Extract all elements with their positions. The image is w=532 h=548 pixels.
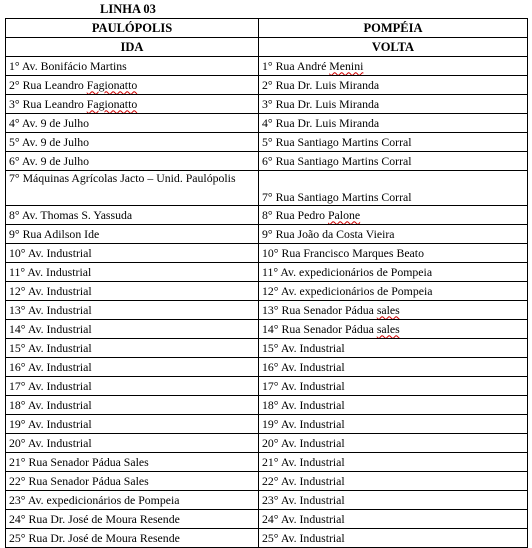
stop-text: 19° Av. Industrial xyxy=(262,416,345,431)
stop-text: 18° Av. Industrial xyxy=(262,397,345,412)
stop-text: 14° Rua Senador Pádua xyxy=(262,321,377,336)
spellcheck-flagged-word: Fagionatto xyxy=(86,77,138,92)
table-row xyxy=(6,152,528,171)
stop-text: 10° Rua Francisco Marques Beato xyxy=(262,245,424,260)
stop-text: 22° Rua Senador Pádua Sales xyxy=(9,473,149,488)
stop-text: 5° Av. 9 de Julho xyxy=(9,134,90,149)
stop-text: 23° Av. Industrial xyxy=(262,492,345,507)
ida-stop-cell xyxy=(6,339,259,358)
volta-stop-cell xyxy=(259,206,528,225)
stop-text: 2° Rua Leandro xyxy=(9,77,87,92)
table-row xyxy=(6,225,528,244)
volta-stop-cell xyxy=(259,491,528,510)
stop-text: 13° Av. Industrial xyxy=(9,302,92,317)
stop-text: 9° Rua Adilson Ide xyxy=(9,226,100,241)
ida-stop-cell xyxy=(6,225,259,244)
volta-stop-cell xyxy=(259,152,528,171)
stop-text: 16° Av. Industrial xyxy=(9,359,92,374)
stop-text: 15° Av. Industrial xyxy=(262,340,345,355)
stop-text: 17° Av. Industrial xyxy=(262,378,345,393)
ida-stop-cell xyxy=(6,453,259,472)
direction-right-header: VOLTA xyxy=(259,38,528,57)
ida-stop-cell xyxy=(6,152,259,171)
stop-text: 23° Av. expedicionários de Pompeia xyxy=(9,492,180,507)
table-row xyxy=(6,171,528,206)
ida-stop-cell xyxy=(6,301,259,320)
ida-stop-cell xyxy=(6,263,259,282)
stop-text: 8° Av. Thomas S. Yassuda xyxy=(9,207,133,222)
stop-text: 9° Rua João da Costa Vieira xyxy=(262,226,395,241)
volta-stop-cell xyxy=(259,171,528,206)
spellcheck-flagged-word: Palone xyxy=(328,207,361,222)
table-row xyxy=(6,114,528,133)
ida-stop-cell xyxy=(6,472,259,491)
table-row xyxy=(6,339,528,358)
stop-text: 12° Av. Industrial xyxy=(9,283,92,298)
volta-stop-cell xyxy=(259,434,528,453)
direction-left-header: IDA xyxy=(6,38,259,57)
volta-stop-cell xyxy=(259,377,528,396)
route-table-body xyxy=(6,57,528,548)
stop-text: 12° Av. expedicionários de Pompeia xyxy=(262,283,433,298)
volta-stop-cell xyxy=(259,358,528,377)
ida-stop-cell xyxy=(6,282,259,301)
table-row xyxy=(6,206,528,225)
stop-text: 6° Rua Santiago Martins Corral xyxy=(262,153,412,168)
table-row xyxy=(6,510,528,529)
stop-text: 7° Rua Santiago Martins Corral xyxy=(262,190,412,204)
ida-stop-cell xyxy=(6,95,259,114)
volta-stop-cell xyxy=(259,244,528,263)
table-row xyxy=(6,396,528,415)
stop-text: 14° Av. Industrial xyxy=(9,321,92,336)
table-row xyxy=(6,301,528,320)
spellcheck-flagged-word: Fagionatto xyxy=(86,96,138,111)
stop-text: 2° Rua Dr. Luis Miranda xyxy=(262,77,380,92)
stop-text: 5° Rua Santiago Martins Corral xyxy=(262,134,412,149)
ida-stop-cell xyxy=(6,529,259,548)
stop-text: 1° Rua André xyxy=(262,58,330,73)
volta-stop-cell xyxy=(259,76,528,95)
volta-stop-cell xyxy=(259,529,528,548)
document xyxy=(5,0,527,548)
ida-stop-cell xyxy=(6,244,259,263)
stop-text: 25° Rua Dr. José de Moura Resende xyxy=(9,530,180,545)
volta-stop-cell xyxy=(259,415,528,434)
city-right-header: POMPÉIA xyxy=(259,19,528,38)
stop-text: 8° Rua Pedro xyxy=(262,207,328,222)
ida-stop-cell xyxy=(6,320,259,339)
stop-text: 25° Av. Industrial xyxy=(262,530,345,545)
table-row xyxy=(6,320,528,339)
stop-text: 15° Av. Industrial xyxy=(9,340,92,355)
volta-stop-cell xyxy=(259,95,528,114)
spellcheck-flagged-word: Menini xyxy=(329,58,364,73)
stop-text: 10° Av. Industrial xyxy=(9,245,92,260)
table-row xyxy=(6,358,528,377)
table-row xyxy=(6,133,528,152)
route-table xyxy=(5,18,528,548)
table-row xyxy=(6,57,528,76)
stop-text: 24° Rua Dr. José de Moura Resende xyxy=(9,511,180,526)
stop-text: 1° Av. Bonifácio Martins xyxy=(9,58,127,73)
ida-stop-cell xyxy=(6,510,259,529)
table-row xyxy=(6,76,528,95)
table-row xyxy=(6,491,528,510)
ida-stop-cell xyxy=(6,76,259,95)
volta-stop-cell xyxy=(259,472,528,491)
stop-text: 20° Av. Industrial xyxy=(262,435,345,450)
ida-stop-cell xyxy=(6,206,259,225)
volta-stop-cell xyxy=(259,57,528,76)
volta-stop-cell xyxy=(259,133,528,152)
ida-stop-cell xyxy=(6,171,259,206)
volta-stop-cell xyxy=(259,114,528,133)
ida-stop-cell xyxy=(6,434,259,453)
stop-text: 17° Av. Industrial xyxy=(9,378,92,393)
volta-stop-cell xyxy=(259,263,528,282)
table-row xyxy=(6,472,528,491)
table-row xyxy=(6,415,528,434)
volta-stop-cell xyxy=(259,320,528,339)
volta-stop-cell xyxy=(259,282,528,301)
volta-stop-cell xyxy=(259,510,528,529)
ida-stop-cell xyxy=(6,377,259,396)
stop-text: 3° Rua Dr. Luis Miranda xyxy=(262,96,380,111)
ida-stop-cell xyxy=(6,114,259,133)
table-row xyxy=(6,244,528,263)
spellcheck-flagged-word: sales xyxy=(376,321,400,336)
ida-stop-cell xyxy=(6,133,259,152)
volta-stop-cell xyxy=(259,339,528,358)
stop-text: 20° Av. Industrial xyxy=(9,435,92,450)
table-row xyxy=(6,95,528,114)
stop-text: 24° Av. Industrial xyxy=(262,511,345,526)
table-row xyxy=(6,282,528,301)
stop-text: 11° Av. Industrial xyxy=(9,264,92,279)
stop-text: 19° Av. Industrial xyxy=(9,416,92,431)
ida-stop-cell xyxy=(6,491,259,510)
stop-text: 16° Av. Industrial xyxy=(262,359,345,374)
table-row xyxy=(6,453,528,472)
spellcheck-flagged-word: sales xyxy=(376,302,400,317)
stop-text: 7° Máquinas Agrícolas Jacto – Unid. Paulópolis xyxy=(9,171,236,185)
table-row xyxy=(6,377,528,396)
ida-stop-cell xyxy=(6,415,259,434)
line-title: LINHA 03 xyxy=(100,2,156,16)
table-row xyxy=(6,434,528,453)
ida-stop-cell xyxy=(6,358,259,377)
stop-text: 22° Av. Industrial xyxy=(262,473,345,488)
volta-stop-cell xyxy=(259,453,528,472)
stop-text: 18° Av. Industrial xyxy=(9,397,92,412)
ida-stop-cell xyxy=(6,57,259,76)
direction-header-row xyxy=(6,38,528,57)
city-left-header: PAULÓPOLIS xyxy=(6,19,259,38)
stop-text: 21° Av. Industrial xyxy=(262,454,345,469)
stop-text: 11° Av. expedicionários de Pompeia xyxy=(262,264,433,279)
stop-text: 6° Av. 9 de Julho xyxy=(9,153,90,168)
volta-stop-cell xyxy=(259,225,528,244)
stop-text: 4° Av. 9 de Julho xyxy=(9,115,90,130)
stop-text: 3° Rua Leandro xyxy=(9,96,87,111)
stop-text: 4° Rua Dr. Luis Miranda xyxy=(262,115,380,130)
table-row xyxy=(6,529,528,548)
city-header-row xyxy=(6,19,528,38)
ida-stop-cell xyxy=(6,396,259,415)
stop-text: 21° Rua Senador Pádua Sales xyxy=(9,454,149,469)
volta-stop-cell xyxy=(259,396,528,415)
stop-text: 13° Rua Senador Pádua xyxy=(262,302,377,317)
table-row xyxy=(6,263,528,282)
volta-stop-cell xyxy=(259,301,528,320)
